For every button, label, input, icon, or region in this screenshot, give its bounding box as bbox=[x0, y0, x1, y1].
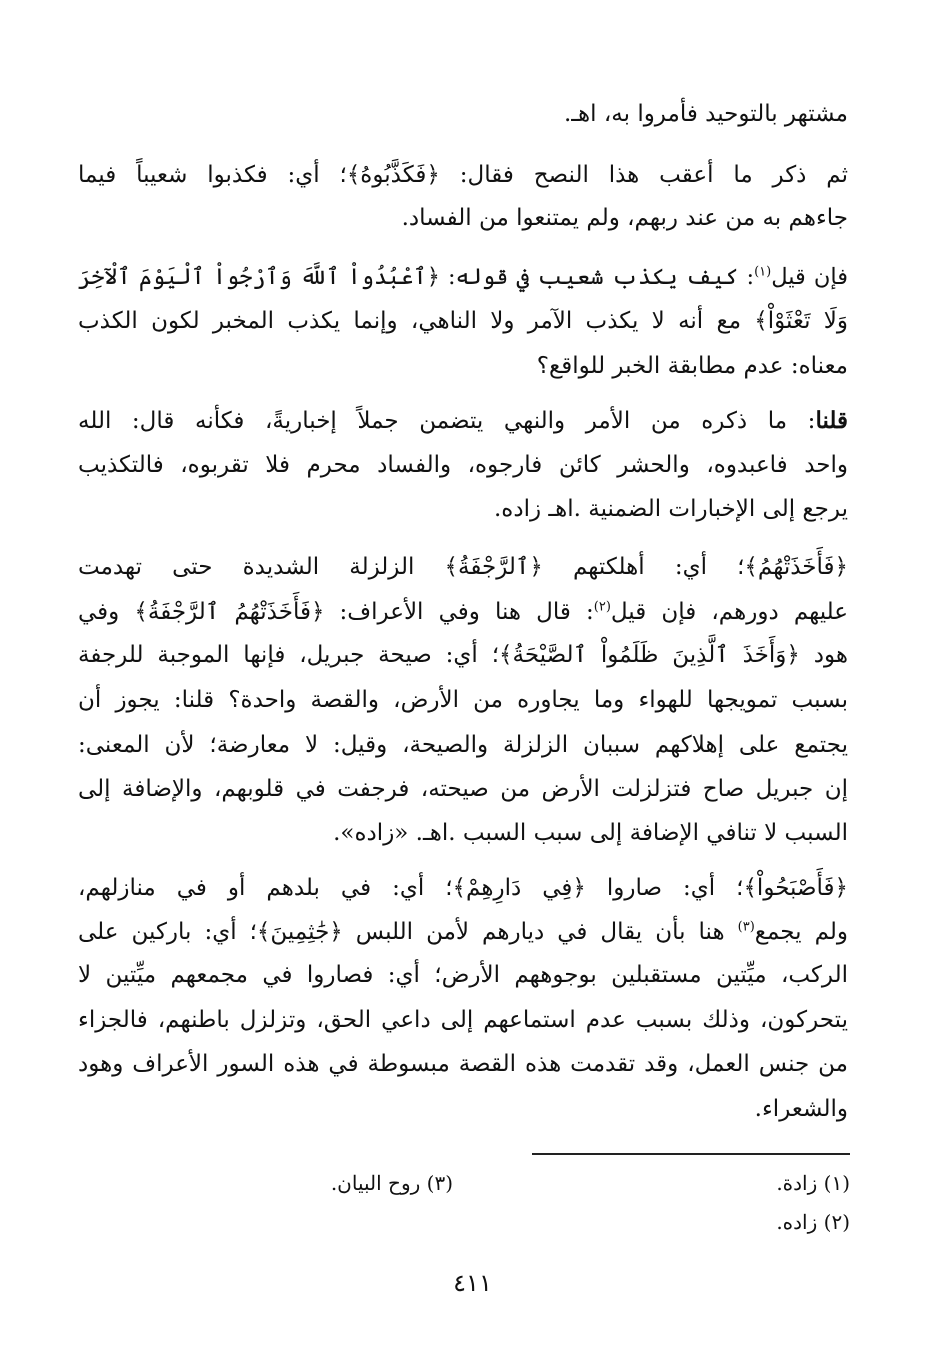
text-line: وَلَا تَعْثَوْاْ﴾ مع أنه لا يكذب الآمر ولا الناهي، وإنما يكذب المخبر لكون الكذب bbox=[78, 308, 848, 334]
text-line: واحد فاعبدوه، والحشر كائن فارجوه، والفساد محرم فلا تقربوه، فالتكذيب bbox=[78, 452, 848, 478]
text-line: فإن قيل$^{(١)}$: كيف يكذب شعيب في قوله: ﴿ٱعْبُدُواْ ٱللَّهَ وَٱرْجُواْ ٱلْيَوْمَ ٱلْآخِرَ bbox=[78, 264, 849, 290]
text-line: من جنس العمل، وقد تقدمت هذه القصة مبسوطة في هذه السور الأعراف وهود bbox=[78, 1051, 848, 1077]
footnote-ref: (٢) bbox=[593, 599, 611, 615]
text-line: معناه: عدم مطابقة الخبر للواقع؟ bbox=[536, 353, 848, 379]
text-line: هود ﴿وَأَخَذَ ٱلَّذِينَ ظَلَمُواْ ٱلصَّيْحَةُ﴾؛ أي: صيحة جبريل، فإنها الموجبة للرجفة bbox=[78, 642, 848, 668]
qulna-label: قلنا bbox=[815, 407, 848, 434]
text-line: قلنا: ما ذكره من الأمر والنهي يتضمن جملاً إخباريةً، فكأنه قال: الله bbox=[78, 407, 848, 434]
text-line: ولم يجمع$^{(٣)}$ هنا بأن يقال في ديارهم لأمن اللبس ﴿جَٰثِمِينَ﴾؛ أي: باركين على bbox=[78, 919, 848, 945]
text-line: إن جبريل صاح فتزلزلت الأرض من صيحته، فرجفت في قلوبهم، والإضافة إلى bbox=[78, 776, 848, 802]
footnote-ref: (٣) bbox=[737, 919, 755, 935]
text-line: ثم ذكر ما أعقب هذا النصح فقال: ﴿فَكَذَّبُوهُ﴾؛ أي: فكذبوا شعيباً فيما bbox=[78, 162, 848, 188]
footnote-separator bbox=[532, 1153, 850, 1155]
text-line: عليهم دورهم، فإن قيل$^{(٢)}$: قال هنا وفي الأعراف: ﴿فَأَخَذَتْهُمُ ٱلرَّجْفَةُ﴾ وفي bbox=[78, 599, 849, 625]
footnote-ref: (١) bbox=[754, 264, 772, 280]
text-line: والشعراء. bbox=[754, 1096, 848, 1122]
text-line: يتحركون، وذلك بسبب عدم استماعهم إلى داعي الحق، وتزلزل باطنهم، فالجزاء bbox=[78, 1007, 848, 1033]
text-line: يجتمع على إهلاكهم سببان الزلزلة والصيحة، وقيل: لا معارضة؛ لأن المعنى: bbox=[78, 732, 848, 758]
page-number: ٤١١ bbox=[453, 1269, 492, 1297]
footnote-2: (٢) زاده. bbox=[776, 1210, 850, 1234]
footnote-1: (١) زادة. bbox=[776, 1171, 850, 1195]
text-line: ﴿فَأَصْبَحُواْ﴾؛ أي: صاروا ﴿فِي دَارِهِمْ﴾؛ أي: في بلدهم أو في منازلهم، bbox=[78, 875, 848, 901]
text-line: يرجع إلى الإخبارات الضمنية .اهـ زاده. bbox=[493, 496, 848, 522]
text-line: السبب لا تنافي الإضافة إلى سبب السبب .اهـ. «زاده». bbox=[333, 820, 848, 846]
text-line: الركب، ميِّتين مستقبلين بوجوههم الأرض؛ أي: فصاروا في مجمعهم ميِّتين لا bbox=[78, 962, 848, 988]
text-line: مشتهر بالتوحيد فأمروا به، اهـ. bbox=[563, 101, 848, 127]
text-line: ﴿فَأَخَذَتْهُمُ﴾؛ أي: أهلكتهم ﴿ٱلرَّجْفَةُ﴾ الزلزلة الشديدة حتى تهدمت bbox=[78, 554, 848, 580]
text-line: جاءهم به من عند ربهم، ولم يمتنعوا من الفساد. bbox=[401, 205, 848, 231]
text-line: بسبب تمويجها للهواء وما يجاوره من الأرض، والقصة واحدة؟ قلنا: يجوز أن bbox=[78, 687, 848, 713]
footnote-3: (٣) روح البيان. bbox=[330, 1171, 453, 1195]
